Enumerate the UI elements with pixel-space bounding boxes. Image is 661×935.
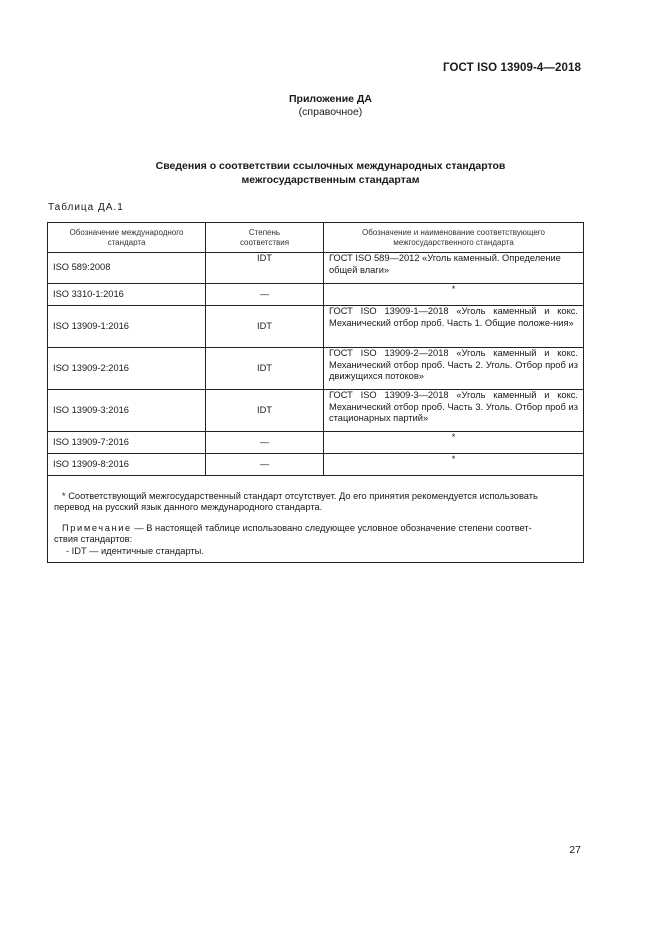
cell-intl: ISO 13909-3:2016 xyxy=(48,390,206,432)
cell-degree: — xyxy=(206,284,324,306)
table-row xyxy=(48,432,584,454)
table-row xyxy=(48,284,584,306)
notes-cell xyxy=(48,484,584,563)
section-title xyxy=(0,159,661,187)
header-international-standard xyxy=(48,223,206,253)
header-col2-line2: соответствия xyxy=(239,237,290,247)
page-number: 27 xyxy=(569,844,581,856)
cell-intl: ISO 13909-1:2016 xyxy=(48,306,206,348)
cell-intl: ISO 13909-8:2016 xyxy=(48,454,206,476)
gap-cell xyxy=(48,476,584,484)
cell-degree: — xyxy=(206,454,324,476)
annex-subtitle: (справочное) xyxy=(298,106,363,118)
cell-degree: IDT xyxy=(206,348,324,390)
cell-interstate: * xyxy=(324,284,584,306)
table-row xyxy=(48,306,584,348)
section-title-line-2: межгосударственным стандартам xyxy=(241,174,420,186)
cell-intl: ISO 13909-7:2016 xyxy=(48,432,206,454)
table-row xyxy=(48,348,584,390)
cell-interstate: ГОСТ ISO 13909-1—2018 «Уголь каменный и кокс. Механический отбор проб. Часть 1. Общие положе-ния» xyxy=(324,306,584,348)
header-col1-line1: Обозначение международного xyxy=(69,227,184,237)
header-col2-line1: Степень xyxy=(248,227,281,237)
footnote-line-1: * Соответствующий межгосударственный стандарт отсутствует. До его принятия рекомендуется использовать xyxy=(62,490,538,501)
cell-intl: ISO 13909-2:2016 xyxy=(48,348,206,390)
annex-title: Приложение ДА xyxy=(289,93,372,105)
cell-degree: — xyxy=(206,432,324,454)
header-interstate-standard xyxy=(324,223,584,253)
header-col3-line1: Обозначение и наименование соответствующего xyxy=(362,227,545,237)
table-row xyxy=(48,390,584,432)
header-col1-line2: стандарта xyxy=(107,237,146,247)
table-header-row xyxy=(48,223,584,253)
section-title-line-1: Сведения о соответствии ссылочных международных стандартов xyxy=(155,160,506,172)
correspondence-table xyxy=(47,222,584,563)
cell-intl: ISO 3310-1:2016 xyxy=(48,284,206,306)
table-gap-row xyxy=(48,476,584,484)
note-item: - IDT — идентичные стандарты. xyxy=(66,545,204,556)
table-caption: Таблица ДА.1 xyxy=(48,202,124,213)
cell-degree: IDT xyxy=(206,390,324,432)
table-row xyxy=(48,253,584,284)
note-line-1 xyxy=(62,523,578,535)
note-label: Примечание xyxy=(62,522,132,533)
cell-degree: IDT xyxy=(206,306,324,348)
header-degree xyxy=(206,223,324,253)
cell-intl: ISO 589:2008 xyxy=(48,253,206,284)
cell-interstate: ГОСТ ISO 13909-3—2018 «Уголь каменный и кокс. Механический отбор проб. Часть 3. Уголь. Отбор проб из стационарных партий» xyxy=(324,390,584,432)
cell-interstate: ГОСТ ISO 589—2012 «Уголь каменный. Определение общей влаги» xyxy=(324,253,584,284)
cell-interstate: ГОСТ ISO 13909-2—2018 «Уголь каменный и кокс. Механический отбор проб. Часть 2. Уголь. Отбор проб из движущихся потоков» xyxy=(324,348,584,390)
cell-interstate: * xyxy=(324,432,584,454)
footnote-line-2: перевод на русский язык данного международного стандарта. xyxy=(54,502,323,512)
header-col3-line2: межгосударственного стандарта xyxy=(393,237,514,247)
note-line-2: ствия стандартов: xyxy=(54,534,133,544)
note-text: — В настоящей таблице использовано следующее условное обозначение степени соответ- xyxy=(131,522,532,533)
standard-code: ГОСТ ISO 13909-4—2018 xyxy=(443,62,581,74)
table-row xyxy=(48,454,584,476)
table-notes-row xyxy=(48,484,584,563)
cell-interstate: * xyxy=(324,454,584,476)
cell-degree: IDT xyxy=(206,253,324,284)
